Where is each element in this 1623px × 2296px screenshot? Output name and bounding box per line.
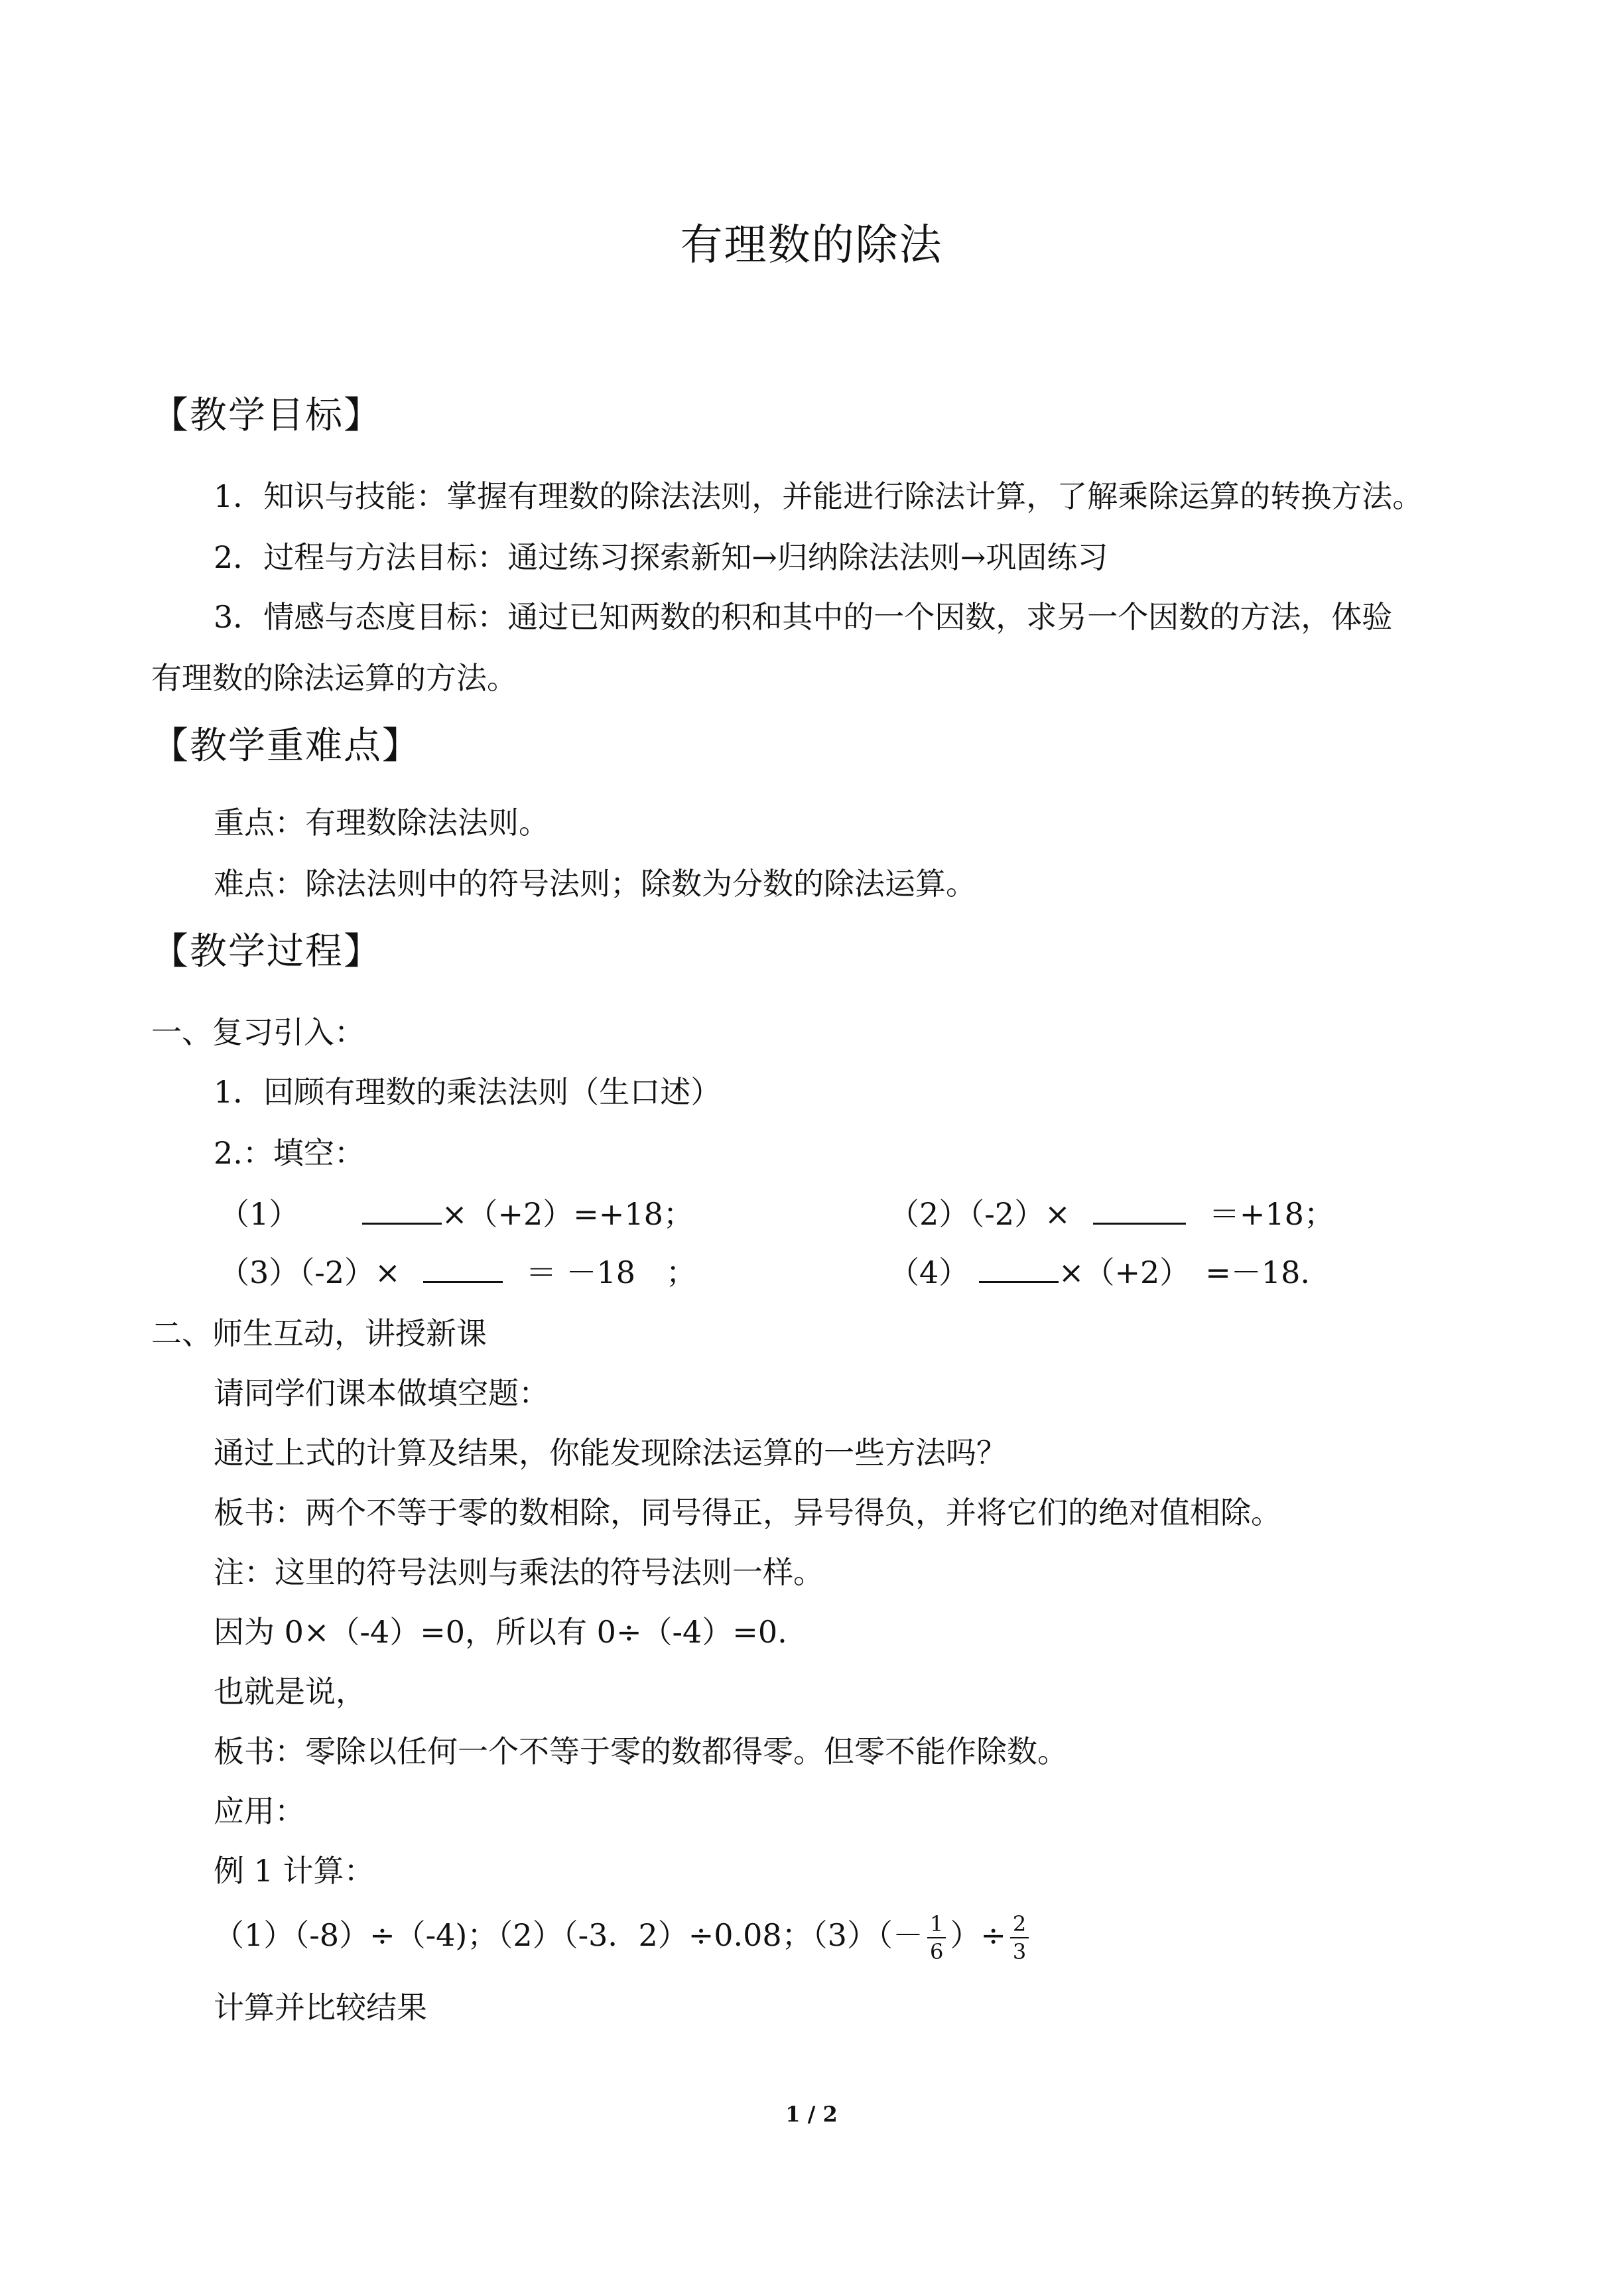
interact-line-1: 请同学们课本做填空题： — [214, 1375, 549, 1411]
interact-line-2: 通过上式的计算及结果，你能发现除法运算的一些方法吗？ — [214, 1435, 1007, 1471]
review-heading: 一、复习引入： — [151, 1014, 365, 1050]
fraction-two-thirds — [1010, 1911, 1029, 1965]
exercise-3-text: （3）（-2）× — [219, 1254, 401, 1290]
interact-line-4: 注：这里的符号法则与乘法的符号法则一样。 — [214, 1554, 824, 1590]
fraction-one-sixth — [927, 1911, 946, 1965]
interact-line-9: 例 1 计算： — [214, 1853, 375, 1889]
interact-line-10: 计算并比较结果 — [214, 1990, 427, 2025]
interact-line-8: 应用： — [214, 1793, 305, 1829]
section-heading-keypoints: 【教学重难点】 — [151, 724, 421, 768]
interact-line-3: 板书：两个不等于零的数相除，同号得正，异号得负，并将它们的绝对值相除。 — [214, 1495, 1281, 1530]
exercise-2-blank — [1093, 1197, 1186, 1225]
review-item-2: 2.：填空： — [214, 1135, 365, 1171]
exercise-2-text: （2）（-2）× — [889, 1196, 1071, 1232]
interact-line-6: 也就是说， — [214, 1674, 366, 1710]
goal-3: 3．情感与态度目标：通过已知两数的积和其中的一个因数，求另一个因数的方法，体验 — [214, 599, 1393, 635]
exercise-1-text: ×（+2）=+18； — [441, 1196, 694, 1232]
exercise-1-blank — [362, 1197, 442, 1225]
exercise-1 — [219, 1194, 694, 1234]
example-1-text-2: ）÷ — [950, 1917, 1006, 1953]
exercise-3-blank — [423, 1256, 503, 1283]
difficult-point: 难点：除法法则中的符号法则；除数为分数的除法运算。 — [214, 866, 976, 902]
exercise-4-text: ×（+2） =－18. — [1058, 1254, 1310, 1290]
page-number: 1 / 2 — [785, 2102, 838, 2127]
interact-line-7: 板书：零除以任何一个不等于零的数都得零。但零不能作除数。 — [214, 1733, 1068, 1769]
interact-heading: 二、师生互动，讲授新课 — [151, 1316, 487, 1351]
exercise-2 — [889, 1194, 1334, 1234]
fraction-1-numerator: 1 — [927, 1911, 946, 1938]
section-heading-process: 【教学过程】 — [151, 930, 382, 973]
example-1-text: （1）（-8）÷（-4)；（2）（-3．2）÷0.08；（3）（－ — [214, 1917, 923, 1953]
fraction-2-denominator: 3 — [1012, 1939, 1027, 1964]
exercise-4 — [889, 1252, 1310, 1292]
page-title: 有理数的除法 — [680, 221, 943, 270]
fraction-2-numerator: 2 — [1010, 1911, 1029, 1938]
exercise-3-rest: ＝ －18 ； — [525, 1254, 697, 1290]
goal-3-continued: 有理数的除法运算的方法。 — [151, 660, 517, 696]
exercise-2-rest: ＝+18； — [1208, 1196, 1334, 1232]
key-point: 重点：有理数除法法则。 — [214, 805, 549, 841]
exercise-1-label: （1） — [219, 1196, 300, 1232]
section-heading-goals: 【教学目标】 — [151, 394, 382, 437]
goal-2: 2．过程与方法目标：通过练习探索新知→归纳除法法则→巩固练习 — [214, 539, 1108, 575]
exercise-4-label: （4） — [889, 1254, 970, 1290]
exercise-3 — [219, 1252, 696, 1292]
interact-line-5: 因为 0×（-4）=0，所以有 0÷（-4）=0. — [214, 1614, 787, 1650]
review-item-1: 1．回顾有理数的乘法法则（生口述） — [214, 1074, 722, 1110]
example-1-expression — [214, 1911, 1033, 1965]
exercise-4-blank — [979, 1256, 1059, 1283]
goal-1: 1．知识与技能：掌握有理数的除法法则，并能进行除法计算，了解乘除运算的转换方法。 — [214, 478, 1423, 514]
fraction-1-denominator: 6 — [929, 1939, 944, 1964]
